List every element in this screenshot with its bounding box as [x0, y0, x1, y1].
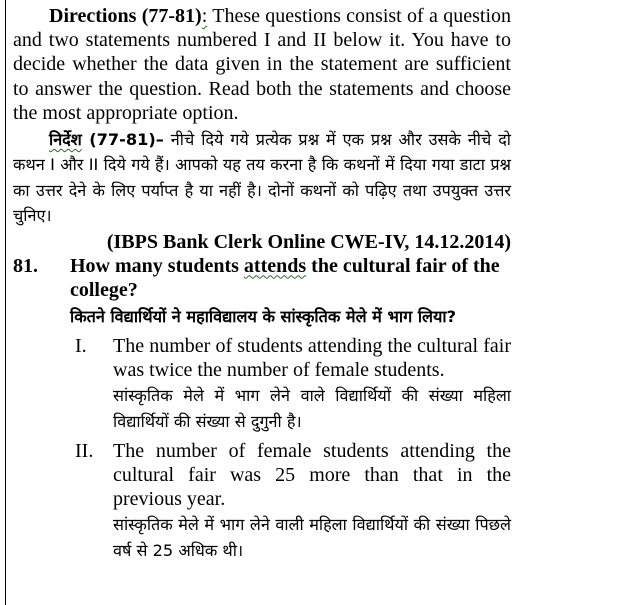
statement-2-label: II. — [75, 439, 94, 462]
statement-2 — [13, 439, 511, 564]
statement-2-hindi: सांस्कृतिक मेले में भाग लेने वाली महिला विद्यार्थियों की संख्या पिछले वर्ष से 25 अधिक थी। — [113, 514, 511, 560]
directions-label-suffix: : — [201, 5, 208, 27]
question-number: 81. — [13, 254, 38, 277]
directions-hindi-label: निर्देश — [49, 130, 82, 150]
question-body — [70, 254, 511, 330]
question-81 — [13, 254, 511, 330]
question-english-post: the cultural fair of the college? — [70, 254, 500, 301]
exam-source: (IBPS Bank Clerk Online CWE-IV, 14.12.2014) — [106, 230, 511, 253]
left-margin-rule — [5, 0, 6, 605]
question-english-squiggle: attends — [243, 254, 307, 277]
question-hindi: कितने विद्यार्थियों ने महाविद्यालय के सांस्कृतिक मेले में भाग लिया? — [70, 306, 456, 326]
statement-2-body — [113, 439, 511, 564]
directions-label: Directions (77-81) — [49, 5, 202, 27]
directions-hindi-range: (77-81)– — [81, 130, 164, 150]
statement-2-english: The number of female students attending the cultural fair was 25 more than that in the previous year. — [113, 439, 511, 510]
directions-hindi-text: नीचे दिये गये प्रत्येक प्रश्न में एक प्रश्न और उसके नीचे दो कथन I और II दिये गये हैं। आपको यह तय करना है कि कथनों में दिया गया डाटा प्रश्न का उत्तर देने के लिए पर्याप्त है या नहीं है। दोनों कथनों को पढ़िए तथा उपयुक्त उत्तर चुनिए। — [13, 130, 511, 226]
directions-english — [13, 4, 511, 125]
statement-1-body — [113, 334, 511, 435]
question-english — [70, 254, 511, 302]
statement-1-label: I. — [75, 334, 87, 357]
question-page — [13, 4, 511, 564]
statement-1 — [13, 334, 511, 435]
statement-1-hindi: सांस्कृतिक मेले में भाग लेने वाले विद्यार्थियों की संख्या महिला विद्यार्थियों की संख्या से दुगुनी है। — [113, 385, 511, 431]
directions-text: These questions consist of a question and two statements numbered I and II below it. You have to decide whether the data given in the statement are sufficient to answer the question. Read both the statements and choose the most appropriate option. — [13, 5, 512, 124]
directions-hindi — [13, 127, 511, 229]
question-english-pre: How many students — [70, 254, 244, 277]
statement-1-english: The number of students attending the cultural fair was twice the number of female students. — [113, 334, 511, 381]
